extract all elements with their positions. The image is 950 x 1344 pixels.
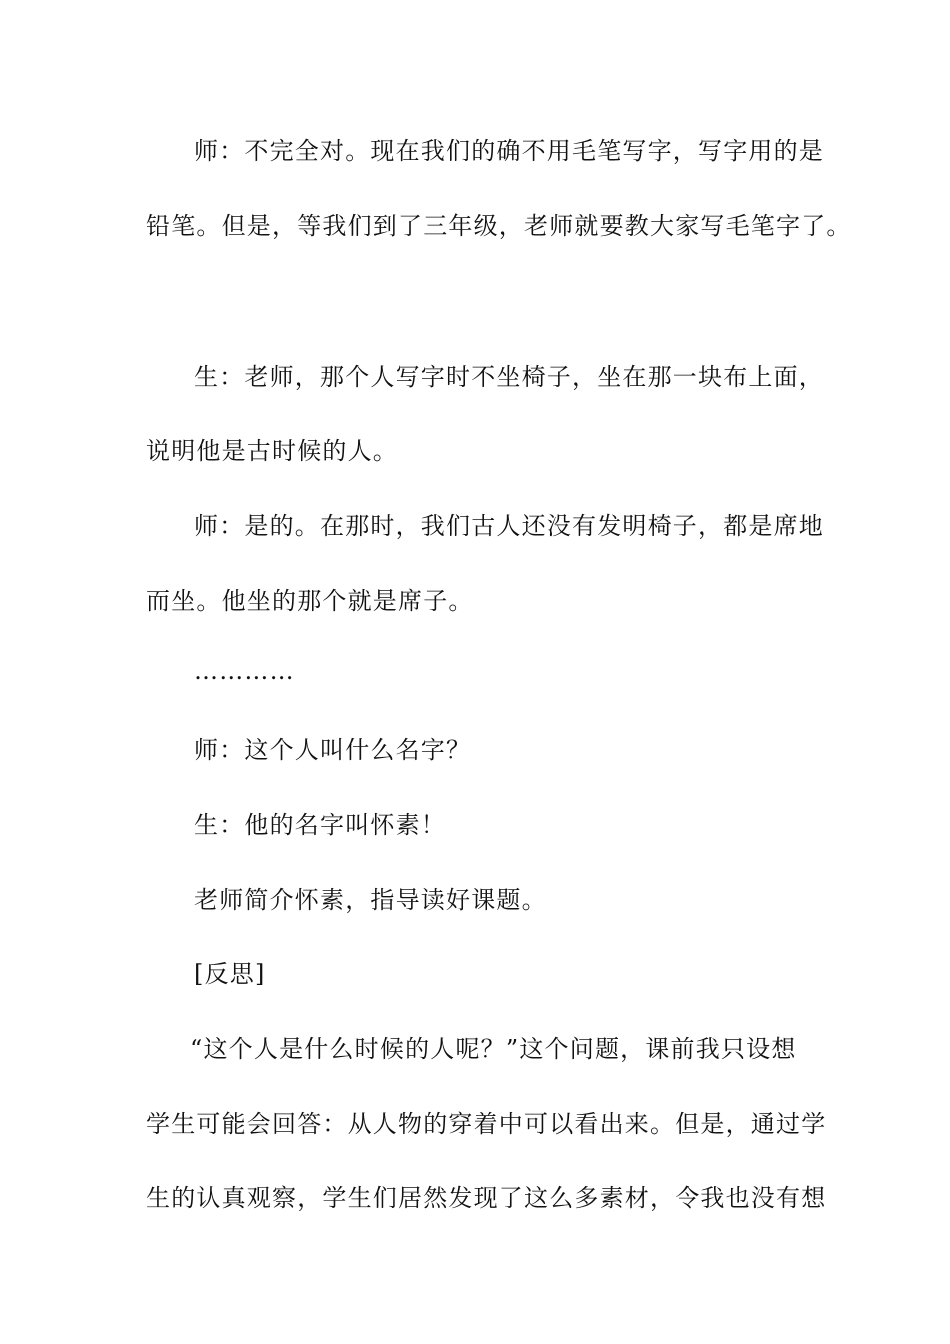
paragraph-line: 说明他是古时候的人。 — [146, 437, 398, 465]
paragraph-line: 老师简介怀素，指导读好课题。 — [194, 886, 547, 914]
paragraph-line: 生：他的名字叫怀素！ — [194, 811, 446, 839]
paragraph-line: 生的认真观察，学生们居然发现了这么多素材，令我也没有想 — [146, 1184, 827, 1212]
paragraph-line: “这个人是什么时候的人呢？”这个问题，课前我只设想 — [190, 1035, 797, 1063]
paragraph-line: 生：老师，那个人写字时不坐椅子，坐在那一块布上面， — [194, 363, 824, 391]
paragraph-line: 师：不完全对。现在我们的确不用毛笔写字，写字用的是 — [194, 137, 824, 165]
paragraph-line: 学生可能会回答：从人物的穿着中可以看出来。但是，通过学 — [146, 1110, 827, 1138]
paragraph-line: 而坐。他坐的那个就是席子。 — [146, 587, 474, 615]
paragraph-line: 师：是的。在那时，我们古人还没有发明椅子，都是席地 — [194, 512, 824, 540]
section-heading: [反思] — [194, 960, 266, 988]
paragraph-line: 铅笔。但是，等我们到了三年级，老师就要教大家写毛笔字了。 — [146, 212, 852, 240]
paragraph-line: 师：这个人叫什么名字？ — [194, 736, 472, 764]
ellipsis-line: ………… — [194, 657, 295, 685]
